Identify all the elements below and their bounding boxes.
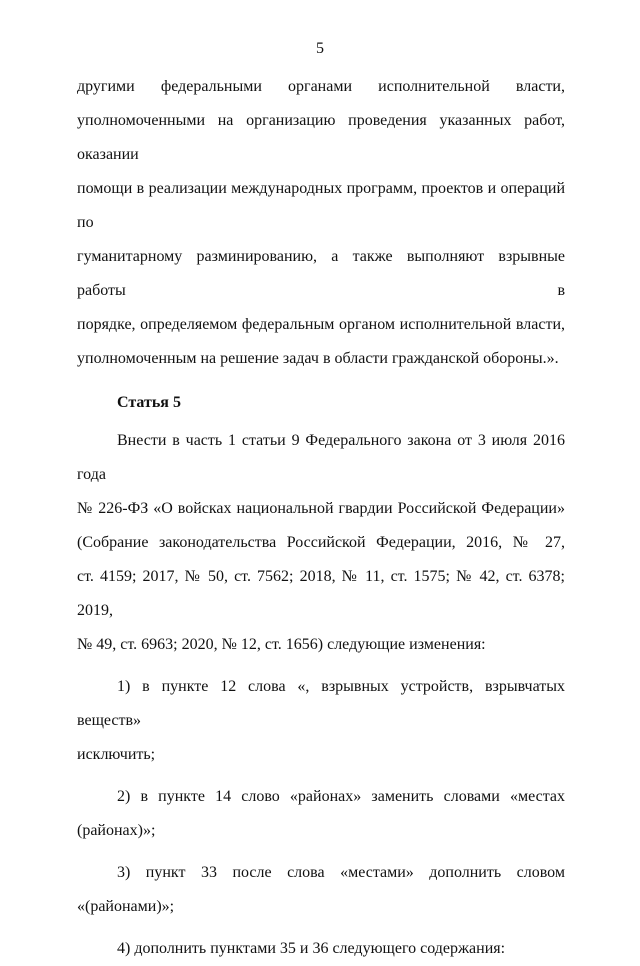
list-item [77, 670, 565, 772]
paragraph-line: уполномоченными на организацию проведения указанных работ, оказании [77, 112, 565, 163]
article-intro-line: № 226-ФЗ «О войсках национальной гвардии Российской Федерации» [77, 500, 565, 517]
list-item [77, 780, 565, 848]
article-intro-line: № 49, ст. 6963; 2020, № 12, ст. 1656) следующие изменения: [77, 636, 486, 653]
article-intro-line: ст. 4159; 2017, № 50, ст. 7562; 2018, № 11, ст. 1575; № 42, ст. 6378; 2019, [77, 568, 565, 619]
list-item [77, 856, 565, 924]
paragraph-line: другими федеральными органами исполнительной власти, [77, 78, 565, 95]
list-item-line: исключить; [77, 746, 156, 763]
paragraph-line: порядке, определяемом федеральным органом исполнительной власти, [77, 316, 565, 333]
list-item-line: (районах)»; [77, 822, 156, 839]
paragraph-line: помощи в реализации международных программ, проектов и операций по [77, 180, 565, 231]
article-heading: Статья 5 [117, 394, 181, 411]
article-intro-line: (Собрание законодательства Российской Федерации, 2016, № 27, [77, 534, 565, 551]
list-item-line: 4) дополнить пунктами 35 и 36 следующего содержания: [117, 940, 506, 957]
page-number: 5 [316, 40, 324, 57]
paragraph-line: гуманитарному разминированию, а также выполняют взрывные работы в [77, 248, 565, 299]
list-item-line: 1) в пункте 12 слова «, взрывных устройств, взрывчатых веществ» [77, 678, 565, 729]
list-item [77, 932, 565, 966]
list-item-line: 2) в пункте 14 слово «районах» заменить словами «местах [117, 788, 565, 805]
paragraph-line: уполномоченным на решение задач в области гражданской обороны.». [77, 350, 559, 367]
article-intro-line: Внести в часть 1 статьи 9 Федерального закона от 3 июля 2016 года [77, 432, 565, 483]
list-item-line: 3) пункт 33 после слова «местами» дополнить словом «(районами)»; [77, 864, 565, 915]
document-body [77, 70, 565, 966]
